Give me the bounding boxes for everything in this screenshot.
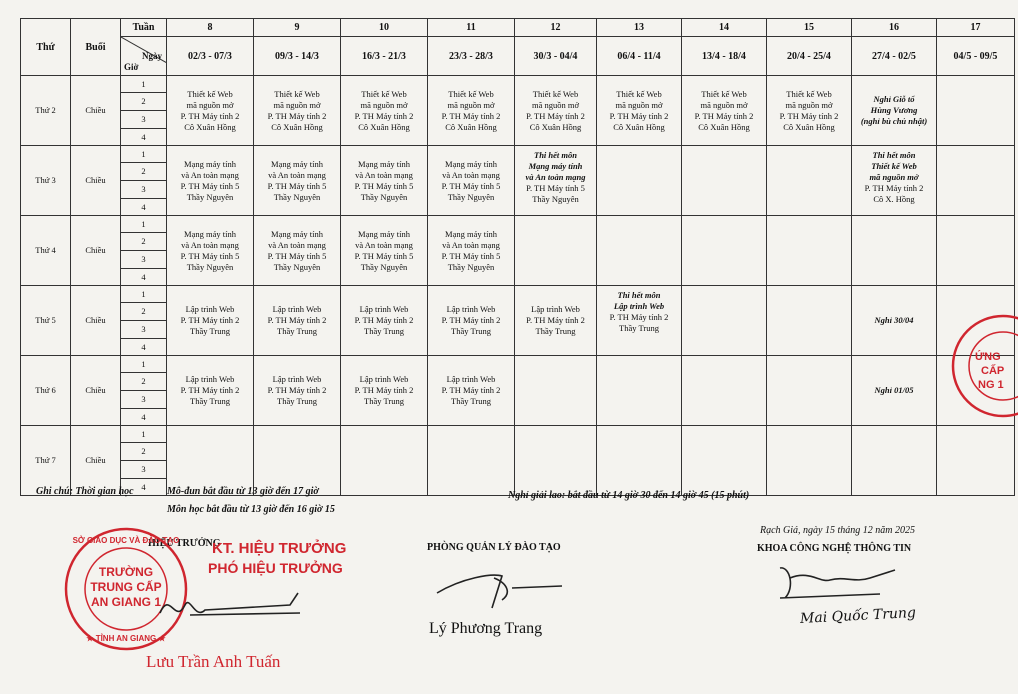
period-number: 1 [121,426,167,443]
period-number: 4 [121,409,167,426]
vice-principal-name: Lưu Trần Anh Tuấn [146,652,281,671]
period-number: 3 [121,111,167,129]
day-label: Thứ 6 [21,356,71,426]
special-note: Nghỉ 01/05 [874,385,914,395]
class-cell [341,286,428,356]
class-cell [167,146,254,216]
class-info: Thiết kế Web mã nguồn mở P. TH Máy tính 2 Cô Xuân Hồng [267,88,327,132]
class-cell [254,356,341,426]
note-break: Nghỉ giải lao: bắt đầu từ 14 giờ 30 đến 14 giờ 45 (15 phút) [508,490,750,501]
class-cell [515,286,597,356]
class-info: Lập trình Web P. TH Máy tính 2 Thầy Trung [441,304,501,336]
class-info: Lập trình Web P. TH Máy tính 2 Thầy Trung [267,304,327,336]
principal-title: HIỆU TRƯỞNG [148,538,221,549]
day-label: Thứ 2 [21,76,71,146]
class-cell [597,426,682,496]
note-label: Ghi chú: Thời gian học [36,486,134,497]
class-info: Thiết kế Web mã nguồn mở P. TH Máy tính 2 Cô Xuân Hồng [694,88,754,132]
schedule-row [21,216,1015,233]
class-cell [682,216,767,286]
class-cell [682,76,767,146]
class-info: Thiết kế Web mã nguồn mở P. TH Máy tính 2 Cô Xuân Hồng [779,88,839,132]
class-cell [167,216,254,286]
period-number: 3 [121,391,167,409]
period-number: 1 [121,286,167,303]
class-cell [852,146,937,216]
schedule-row [21,76,1015,93]
class-cell [254,216,341,286]
session-label: Chiều [71,426,121,496]
class-cell [428,146,515,216]
period-number: 2 [121,233,167,251]
week-number: 11 [428,19,515,37]
class-info: Lập trình Web P. TH Máy tính 2 Thầy Trung [267,374,327,406]
training-dept-name: Lý Phương Trang [429,620,543,637]
day-label: Thứ 7 [21,426,71,496]
svg-text:CẤP: CẤP [981,365,1005,377]
period-number: 1 [121,356,167,373]
signature-left-icon [150,585,310,630]
week-number: 13 [597,19,682,37]
class-cell [767,286,852,356]
week-number: 14 [682,19,767,37]
period-number: 3 [121,461,167,479]
period-number: 4 [121,129,167,146]
class-cell [852,356,937,426]
it-faculty-title: KHOA CÔNG NGHỆ THÔNG TIN [757,543,912,554]
class-cell [341,76,428,146]
note-module-hours: Mô-đun bắt đầu từ 13 giờ đến 17 giờ [167,486,319,497]
day-label: Thứ 3 [21,146,71,216]
class-cell [254,76,341,146]
class-cell [428,426,515,496]
week-number: 10 [341,19,428,37]
signature-right-icon [770,558,905,608]
svg-text:ỨNG: ỨNG [975,351,1001,363]
class-info: Thiết kế Web mã nguồn mở P. TH Máy tính 2 Cô Xuân Hồng [180,88,240,132]
period-number: 1 [121,76,167,93]
stamp-line-1: TRƯỜNG [98,565,154,579]
week-number: 16 [852,19,937,37]
faculty-stamp-icon [945,310,1018,422]
header-hour-label: Giờ [124,62,139,72]
class-cell [597,216,682,286]
session-label: Chiều [71,286,121,356]
class-info: Mạng máy tính và An toàn mạng P. TH Máy tính 5 Thầy Nguyên [441,158,501,202]
week-dates: 16/3 - 21/3 [341,37,428,76]
class-cell [852,76,937,146]
class-cell [167,426,254,496]
class-info: Lập trình Web P. TH Máy tính 2 Thầy Trung [354,374,414,406]
class-cell [597,146,682,216]
class-cell [167,286,254,356]
week-dates: 13/4 - 18/4 [682,37,767,76]
header-date-label: Ngày [142,51,162,61]
stamp-line-2: TRUNG CẤP [90,580,162,594]
schedule-table [20,18,1015,496]
class-cell [852,426,937,496]
period-number: 2 [121,303,167,321]
period-number: 1 [121,216,167,233]
session-label: Chiều [71,146,121,216]
week-number: 15 [767,19,852,37]
class-cell [167,76,254,146]
class-cell [767,146,852,216]
period-number: 4 [121,199,167,216]
week-number: 8 [167,19,254,37]
class-info: Lập trình Web P. TH Máy tính 2 Thầy Trung [180,304,240,336]
class-cell [767,216,852,286]
class-info: Mạng máy tính và An toàn mạng P. TH Máy tính 5 Thầy Nguyên [267,158,327,202]
class-info: Mạng máy tính và An toàn mạng P. TH Máy tính 5 Thầy Nguyên [180,158,240,202]
class-info: Mạng máy tính và An toàn mạng P. TH Máy tính 5 Thầy Nguyên [441,228,501,272]
class-cell [428,356,515,426]
note-subject-hours: Môn học bắt đầu từ 13 giờ đến 16 giờ 15 [167,504,335,515]
exam-room-info: P. TH Máy tính 5 Thầy Nguyên [526,183,585,204]
exam-room-info: P. TH Máy tính 2 Thầy Trung [609,312,669,333]
period-number: 2 [121,443,167,461]
class-cell [341,356,428,426]
class-cell [767,426,852,496]
schedule-row [21,146,1015,163]
class-info: Lập trình Web P. TH Máy tính 2 Thầy Trung [526,304,585,336]
week-dates: 20/4 - 25/4 [767,37,852,76]
class-info: Lập trình Web P. TH Máy tính 2 Thầy Trung [441,374,501,406]
period-number: 2 [121,93,167,111]
period-number: 3 [121,251,167,269]
week-number: 17 [937,19,1015,37]
schedule-row [21,426,1015,443]
class-cell [682,286,767,356]
special-note: Nghỉ 30/04 [874,315,914,325]
class-info: Thiết kế Web mã nguồn mở P. TH Máy tính 2 Cô Xuân Hồng [609,88,669,132]
class-cell [254,286,341,356]
period-number: 4 [121,479,167,496]
schedule-row [21,356,1015,373]
signature-middle-icon [432,558,567,618]
period-number: 2 [121,163,167,181]
special-note: Thi hết môn Lập trình Web [613,290,665,311]
week-dates: 02/3 - 07/3 [167,37,254,76]
class-cell [428,216,515,286]
header-week-label: Tuần [121,19,167,37]
class-cell [682,356,767,426]
special-note: Thi hết môn Mạng máy tính và An toàn mạng [525,150,586,182]
class-cell [682,146,767,216]
class-info: Mạng máy tính và An toàn mạng P. TH Máy tính 5 Thầy Nguyên [354,228,414,272]
class-cell [341,426,428,496]
schedule-body [21,76,1015,496]
exam-room-info: P. TH Máy tính 2 Cô X. Hồng [864,183,924,204]
class-cell [167,356,254,426]
vice-principal-title-2: PHÓ HIỆU TRƯỞNG [208,560,343,576]
stamp-line-3: AN GIANG 1 [90,595,161,609]
class-cell [254,146,341,216]
class-info: Lập trình Web P. TH Máy tính 2 Thầy Trung [180,374,240,406]
class-cell [937,76,1015,146]
period-number: 3 [121,181,167,199]
period-number: 2 [121,373,167,391]
class-cell [597,76,682,146]
class-cell [515,356,597,426]
training-dept-title: PHÒNG QUẢN LÝ ĐÀO TẠO [427,542,561,553]
class-info: Thiết kế Web mã nguồn mở P. TH Máy tính 2 Cô Xuân Hồng [526,88,585,132]
class-cell [852,286,937,356]
week-number: 9 [254,19,341,37]
class-cell [597,286,682,356]
class-info: Lập trình Web P. TH Máy tính 2 Thầy Trung [354,304,414,336]
svg-text:★ TỈNH AN GIANG ★: ★ TỈNH AN GIANG ★ [86,634,166,643]
class-cell [341,216,428,286]
special-note: Thi hết môn Thiết kế Web mã nguồn mở [869,150,919,182]
week-dates: 04/5 - 09/5 [937,37,1015,76]
class-cell [597,356,682,426]
week-dates: 27/4 - 02/5 [852,37,937,76]
date-line: Rạch Giá, ngày 15 tháng 12 năm 2025 [760,525,915,536]
day-label: Thứ 4 [21,216,71,286]
week-dates: 09/3 - 14/3 [254,37,341,76]
class-info: Mạng máy tính và An toàn mạng P. TH Máy tính 5 Thầy Nguyên [354,158,414,202]
class-cell [254,426,341,496]
period-number: 1 [121,146,167,163]
class-info: Thiết kế Web mã nguồn mở P. TH Máy tính 2 Cô Xuân Hồng [441,88,501,132]
week-dates: 23/3 - 28/3 [428,37,515,76]
class-cell [937,216,1015,286]
class-info: Mạng máy tính và An toàn mạng P. TH Máy tính 5 Thầy Nguyên [267,228,327,272]
class-cell [515,216,597,286]
class-cell [515,146,597,216]
week-number: 12 [515,19,597,37]
header-session: Buổi [71,19,121,76]
vice-principal-title-1: KT. HIỆU TRƯỞNG [212,540,347,557]
day-label: Thứ 5 [21,286,71,356]
schedule-row [21,286,1015,303]
class-cell [515,76,597,146]
svg-text:NG 1: NG 1 [978,379,1004,391]
session-label: Chiều [71,76,121,146]
it-faculty-name: Mai Quốc Trung [799,604,917,628]
class-cell [852,216,937,286]
session-label: Chiều [71,356,121,426]
header-date-hour [121,37,167,76]
header-day: Thứ [21,19,71,76]
week-dates: 06/4 - 11/4 [597,37,682,76]
period-number: 3 [121,321,167,339]
class-cell [767,76,852,146]
session-label: Chiều [71,216,121,286]
special-note: Nghỉ Giỗ tổ Hùng Vương (nghỉ bù chủ nhật) [860,94,928,126]
class-cell [937,146,1015,216]
class-cell [428,286,515,356]
class-info: Thiết kế Web mã nguồn mở P. TH Máy tính 2 Cô Xuân Hồng [354,88,414,132]
period-number: 4 [121,339,167,356]
class-cell [682,426,767,496]
class-cell [515,426,597,496]
class-cell [341,146,428,216]
class-cell [937,426,1015,496]
class-cell [767,356,852,426]
period-number: 4 [121,269,167,286]
class-info: Mạng máy tính và An toàn mạng P. TH Máy tính 5 Thầy Nguyên [180,228,240,272]
week-dates: 30/3 - 04/4 [515,37,597,76]
class-cell [428,76,515,146]
svg-text:SỞ GIÁO DỤC VÀ ĐÀO TẠO: SỞ GIÁO DỤC VÀ ĐÀO TẠO [72,536,180,545]
